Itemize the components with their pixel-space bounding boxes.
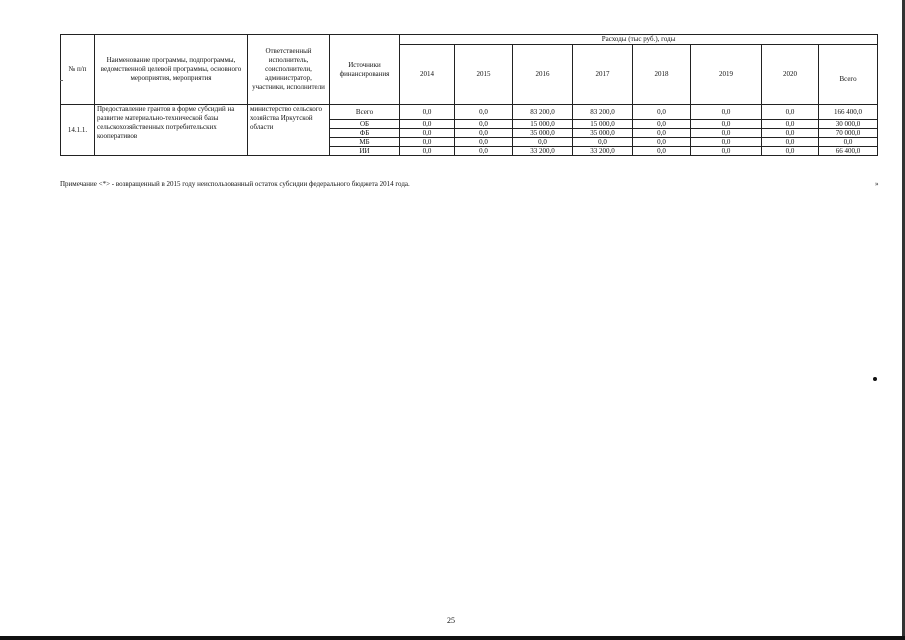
value-cell: 0,0 [400,105,455,120]
footnote: Примечание <*> - возвращенный в 2015 году неиспользованный остаток субсидии федерального бюджета 2014 года. [60,180,410,188]
footnote-mark: » [875,180,879,188]
value-cell: 0,0 [762,105,819,120]
header-year: 2015 [455,45,513,105]
value-cell: 0,0 [455,147,513,156]
value-cell: 0,0 [400,120,455,129]
value-cell: 15 000,0 [513,120,573,129]
value-cell: 15 000,0 [573,120,633,129]
total-cell: 166 400,0 [819,105,878,120]
table-body [61,105,878,156]
value-cell: 0,0 [573,138,633,147]
source-cell: ФБ [330,129,400,138]
value-cell: 0,0 [762,147,819,156]
value-cell: 35 000,0 [573,129,633,138]
page-number: 25 [447,616,455,625]
row-responsible: министерство сельского хозяйства Иркутской области [248,105,330,156]
source-cell: МБ [330,138,400,147]
value-cell: 35 000,0 [513,129,573,138]
value-cell: 33 200,0 [573,147,633,156]
value-cell: 0,0 [762,138,819,147]
value-cell: 0,0 [455,120,513,129]
header-total: Всего [819,45,878,105]
source-cell: ОБ [330,120,400,129]
value-cell: 0,0 [762,129,819,138]
value-cell: 0,0 [633,147,691,156]
budget-table [60,34,878,156]
value-cell: 83 200,0 [573,105,633,120]
value-cell: 0,0 [633,138,691,147]
total-cell: 30 000,0 [819,120,878,129]
total-cell: 66 400,0 [819,147,878,156]
value-cell: 0,0 [455,138,513,147]
header-expenses: Расходы (тыс руб.), годы [400,35,878,45]
table-row [61,105,878,120]
scan-edge-bottom [0,636,905,640]
header-year: 2019 [691,45,762,105]
source-cell: ИИ [330,147,400,156]
header-year: 2014 [400,45,455,105]
scan-mark [60,80,63,81]
header-year: 2017 [573,45,633,105]
total-cell: 70 000,0 [819,129,878,138]
header-num: № п/п [61,35,95,105]
table-header [61,35,878,105]
value-cell: 0,0 [400,129,455,138]
value-cell: 0,0 [400,147,455,156]
value-cell: 83 200,0 [513,105,573,120]
value-cell: 0,0 [691,129,762,138]
value-cell: 0,0 [691,105,762,120]
value-cell: 0,0 [762,120,819,129]
value-cell: 0,0 [455,105,513,120]
value-cell: 0,0 [691,138,762,147]
scan-dot [873,377,877,381]
value-cell: 33 200,0 [513,147,573,156]
row-name: Предоставление грантов в форме субсидий на развитие материально-технической базы сельскохозяйственных потребительских кооперативов [95,105,248,156]
value-cell: 0,0 [691,120,762,129]
header-responsible: Ответственный исполнитель, соисполнители, администратор, участники, исполнители [248,35,330,105]
total-cell: 0,0 [819,138,878,147]
value-cell: 0,0 [400,138,455,147]
value-cell: 0,0 [691,147,762,156]
value-cell: 0,0 [513,138,573,147]
header-name: Наименование программы, подпрограммы, ведомственной целевой программы, основного мероприятия, мероприятия [95,35,248,105]
source-cell: Всего [330,105,400,120]
value-cell: 0,0 [455,129,513,138]
value-cell: 0,0 [633,105,691,120]
header-year: 2016 [513,45,573,105]
header-year: 2018 [633,45,691,105]
value-cell: 0,0 [633,129,691,138]
header-year: 2020 [762,45,819,105]
header-sources: Источники финансирования [330,35,400,105]
row-number: 14.1.1. [61,105,95,156]
value-cell: 0,0 [633,120,691,129]
